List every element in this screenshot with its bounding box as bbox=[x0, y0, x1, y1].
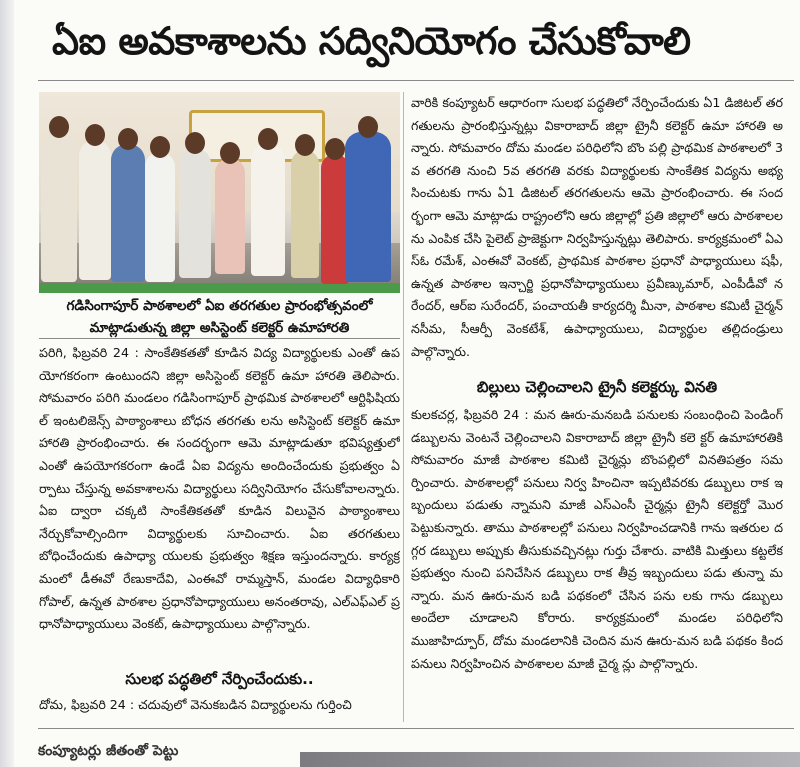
right-subheading: బిల్లులు చెల్లించాలని ట్రైనీ కలెక్టర్కు వినతి bbox=[476, 378, 718, 396]
next-photo-cut bbox=[300, 752, 800, 767]
caption-rule bbox=[39, 338, 400, 339]
column-divider bbox=[403, 92, 404, 722]
news-photo bbox=[39, 92, 400, 293]
scan-edge bbox=[0, 0, 14, 767]
next-headline-cut: కంప్యూటర్లు జీతంతో పెట్టు bbox=[38, 743, 179, 759]
bottom-rule bbox=[38, 728, 794, 729]
photo-caption: గడిసింగాపూర్ పాఠశాలలో ఏఐ తరగతుల ప్రారంభోత్సవంలో మాట్లాడుతున్న జిల్లా అసిస్టెంట్ కలెక్టర్ ఉమాహారతి bbox=[66, 298, 373, 336]
right-article-continuation: వారికి కంప్యూటర్ ఆధారంగా సులభ పద్ధతిలో నేర్పించేందుకు ఏ1 డిజిటల్ తరగతులను ప్రారంభిస్తున్నట్లు వికారాబాద్ జిల్లా ట్రైనీ కలెక్టర్ ఉమా హారతి అన్నారు. సోమవారం దోమ మండల పరిధిలోని బొం పల్లి ప్రాథమిక పాఠశాలలో 3వ తరగతి నుంచి 5వ తరగతి వరకు విద్యార్థులకు సాంకేతిక విద్యను అభ్యసించుటకు గాను ఏ1 డిజిటల్ తరగతులను ఆమె ప్రారంభించారు. ఈ సందర్భంగా ఆమె మాట్లాడు రాష్ట్రంలోని ఆరు జిల్లాల్లో ప్రతి జిల్లాలో ఆరు పాఠశాలలను ఎంపిక చేసి పైలెట్ ప్రాజెక్టుగా నిర్వహిస్తున్నట్లు తెలిపారు. కార్యక్రమంలో ఏఎస్ఓ రమేశ్, ఎంఈవో వెంకట్, ప్రాథమిక పాఠశాల ప్రధానో పాధ్యాయులు షఫీ, ఉన్నత పాఠశాల ఇన్చార్జి ప్రధానోపాధ్యాయులు ప్రవీణ్కుమార్, ఎంపీడీవో నరేందర్, ఆర్ఐ సురేందర్, పంచాయతీ కార్యదర్శి మీనా, పాఠశాల కమిటీ చైర్మన్ నసీమ, సీఆర్పీ వెంకటేశ్, ఉపాధ్యాయులు, విద్యార్థుల తల్లిదండ్రులు పాల్గొన్నారు. bbox=[411, 95, 783, 359]
left-second-article: దోమ, ఫిబ్రవరి 24 : చదువులో వెనుకబడిన విద్యార్థులను గుర్తించి bbox=[39, 697, 352, 712]
left-subheading: సులభ పద్ధతిలో నేర్పించేందుకు.. bbox=[125, 670, 314, 688]
headline-rule bbox=[38, 80, 794, 81]
page-headline: ఏఐ అవకాశాలను సద్వినియోగం చేసుకోవాలి bbox=[52, 19, 691, 63]
right-second-article: కులకచర్ల, ఫిబ్రవరి 24 : మన ఊరు-మనబడి పనులకు సంబంధించి పెండింగ్ డబ్బులను వెంటనే చెల్లించాలని వికారాబాద్ జిల్లా ట్రైనీ కలె క్టర్ ఉమాహారతికి సోమవారం మాజీ పాఠశాల కమిటి చైర్మన్లు బొంపల్లిలో వినతిపత్రం సమర్పించారు. పాఠశాలల్లో పనులు నిర్వ హించినా ఇప్పటివరకు డబ్బులు రాక ఇబ్బందులు పడుతు న్నామని మాజీ ఎస్ఎంసీ చైర్మన్లు ట్రైనీ కలెక్టర్తో మొరపెట్టుకున్నారు. తాము పాఠశాలల్లో పనులు నిర్వహించడానికి గాను ఇతరుల దగ్గర డబ్బులు అప్పుకు తీసుకువచ్చినట్లు గుర్తు చేశారు. వాటికి మిత్తులు కట్టలేక ప్రభుత్వం నుంచి పనిచేసిన డబ్బులు రాక తీవ్ర ఇబ్బందులు పడు తున్నా మన్నారు. మన ఊరు-మన బడి పథకంలో చేసిన పను లకు గాను డబ్బులు అందేలా చూడాలని కోరారు. కార్యక్రమంలో మండల పరిధిలోని ముజాహిద్పూర్, దోమ మండలానికి చెందిన మన ఊరు-మన బడి పథకం కింద పనులు నిర్వహించిన పాఠశాలల మాజీ చైర్మ న్లు పాల్గొన్నారు. bbox=[411, 407, 783, 671]
left-article-body: పరిగి, ఫిబ్రవరి 24 : సాంకేతికతతో కూడిన విద్య విద్యార్థులకు ఎంతో ఉపయోగకరంగా ఉంటుందని జిల్లా అసిస్టెంట్ కలెక్టర్ ఉమా హారతి తెలిపారు. సోమవారం పరిగి మండలం గడిసింగాపూర్ ప్రాథమిక పాఠశాలలో ఆర్టిఫిషియల్ ఇంటలిజెన్స్ పాఠ్యాంశాలు బోధన తరగతు లను అసిస్టెంట్ కలెక్టర్ ఉమా హారతి ప్రారంభించారు. ఈ సందర్భంగా ఆమె మాట్లాడుతూ భవిష్యత్తులో ఎంతో ఉపయోగకరంగా ఉండే ఏఐ విద్యను అందించేందుకు ప్రభుత్వం ఏర్పాటు చేస్తున్న అవకాశాలను విద్యార్థులు సద్వినియోగం చేసుకోవాలన్నారు. ఏఐ ద్వారా చక్కటి సాంకేతికతతో కూడిన విలువైన పాఠ్యాంశాలు నేర్చుకోవాల్సిందిగా విద్యార్థులకు సూచించారు. ఏఐ తరగతులు బోధించేందుకు ఉపాధ్యా యులకు ప్రభుత్వం శిక్షణ ఇస్తుందన్నారు. కార్యక్రమంలో డీఈవో రేణుకాదేవి, ఎంఈవో రామ్మస్తాన్, మండల విద్యాధికారి గోపాల్, ఉన్నత పాఠశాల ప్రధానోపాధ్యాయులు అనంతరావు, ఎల్ఎఫ్ఎల్ ప్రధానోపాధ్యాయులు వెంకట్, ఉపాధ్యాయులు పాల్గొన్నారు. bbox=[39, 345, 400, 632]
